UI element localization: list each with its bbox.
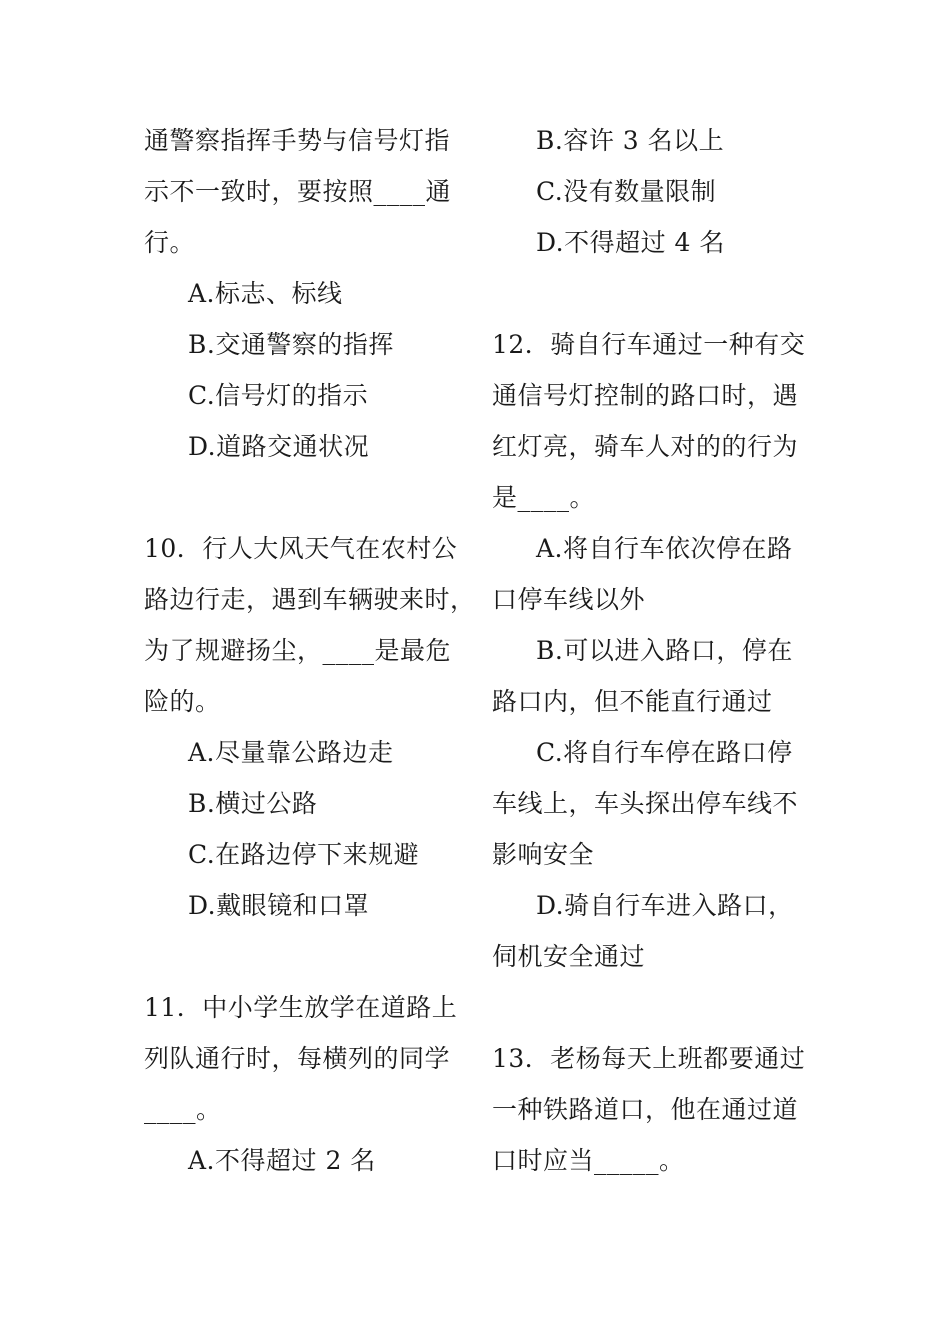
question-text-line: 13．老杨每天上班都要通过 bbox=[492, 1044, 806, 1073]
option-d-continuation: 伺机安全通过 bbox=[492, 942, 646, 971]
option-d: D.不得超过 4 名 bbox=[536, 228, 725, 257]
question-text-line: 12．骑自行车通过一种有交 bbox=[492, 330, 806, 359]
question-9-options bbox=[144, 268, 469, 472]
option-d: D.骑自行车进入路口， bbox=[536, 891, 794, 920]
question-12-option-c bbox=[492, 727, 810, 880]
left-column bbox=[144, 115, 476, 1186]
option-a: A.将自行车依次停在路 bbox=[536, 534, 793, 563]
option-c: C.没有数量限制 bbox=[536, 177, 717, 206]
spacer bbox=[492, 268, 810, 319]
option-d: D.道路交通状况 bbox=[188, 432, 370, 461]
question-9-continuation bbox=[144, 115, 469, 268]
option-a: A.不得超过 2 名 bbox=[188, 1146, 376, 1175]
question-13 bbox=[492, 1033, 810, 1186]
option-b: B.可以进入路口，停在 bbox=[536, 636, 793, 665]
question-text-line: 一种铁路道口，他在通过道 bbox=[492, 1095, 799, 1124]
question-10 bbox=[144, 523, 476, 727]
question-11 bbox=[144, 982, 469, 1135]
option-b: B.横过公路 bbox=[188, 789, 318, 818]
question-10-options bbox=[144, 727, 469, 931]
option-a: A.标志、标线 bbox=[188, 279, 343, 308]
right-column bbox=[492, 115, 810, 1186]
option-c: C.信号灯的指示 bbox=[188, 381, 369, 410]
option-d: D.戴眼镜和口罩 bbox=[188, 891, 370, 920]
spacer bbox=[144, 931, 469, 982]
option-a-continuation: 口停车线以外 bbox=[492, 585, 646, 614]
question-text-line: ____。 bbox=[144, 1095, 222, 1124]
question-text-line: 11．中小学生放学在道路上 bbox=[144, 993, 458, 1022]
question-11-options bbox=[144, 1135, 469, 1186]
question-12-option-d bbox=[492, 880, 810, 982]
question-12 bbox=[492, 319, 810, 523]
question-text-line: 行。 bbox=[144, 228, 196, 257]
question-11-options-continued bbox=[492, 115, 810, 268]
option-a: A.尽量靠公路边走 bbox=[188, 738, 394, 767]
question-text-line: 为了规避扬尘，____是最危 bbox=[144, 636, 452, 665]
option-b-continuation: 路口内，但不能直行通过 bbox=[492, 687, 773, 716]
option-b: B.容许 3 名以上 bbox=[536, 126, 725, 155]
question-text-line: 是____。 bbox=[492, 483, 596, 512]
spacer bbox=[492, 982, 810, 1033]
option-c-continuation: 车线上，车头探出停车线不 bbox=[492, 789, 799, 818]
question-12-option-a bbox=[492, 523, 810, 625]
question-text-line: 10．行人大风天气在农村公 bbox=[144, 534, 458, 563]
question-text-line: 路边行走，遇到车辆驶来时， bbox=[144, 585, 476, 614]
question-text-line: 红灯亮，骑车人对的的行为 bbox=[492, 432, 799, 461]
option-c: C.在路边停下来规避 bbox=[188, 840, 420, 869]
spacer bbox=[144, 472, 469, 523]
question-text-line: 险的。 bbox=[144, 687, 221, 716]
option-c: C.将自行车停在路口停 bbox=[536, 738, 793, 767]
question-12-option-b bbox=[492, 625, 810, 727]
question-text-line: 列队通行时，每横列的同学 bbox=[144, 1044, 451, 1073]
question-text-line: 示不一致时，要按照____通 bbox=[144, 177, 452, 206]
question-text-line: 通警察指挥手势与信号灯指 bbox=[144, 126, 451, 155]
option-c-continuation: 影响安全 bbox=[492, 840, 595, 869]
question-text-line: 通信号灯控制的路口时，遇 bbox=[492, 381, 799, 410]
question-text-line: 口时应当_____。 bbox=[492, 1146, 685, 1175]
option-b: B.交通警察的指挥 bbox=[188, 330, 394, 359]
